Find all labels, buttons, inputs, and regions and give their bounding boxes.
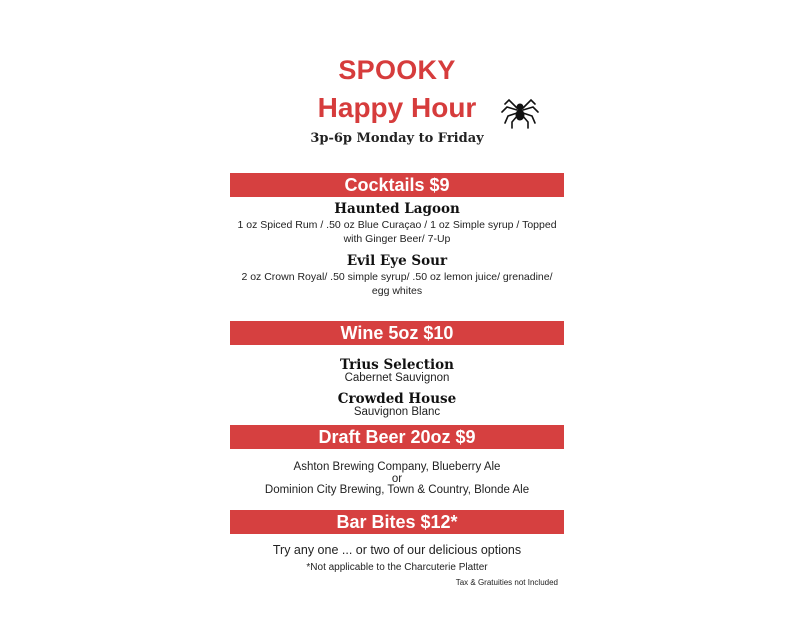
cocktails-heading: Cocktails $9 — [230, 173, 564, 197]
cocktail-desc: 1 oz Spiced Rum / .50 oz Blue Curaçao / 1 oz Simple syrup / Topped — [237, 219, 557, 231]
title-spooky: SPOOKY — [338, 55, 456, 85]
cocktail-name: Haunted Lagoon — [334, 201, 460, 217]
menu-page — [230, 0, 564, 618]
bites-heading: Bar Bites $12* — [230, 510, 564, 534]
beer-line: Dominion City Brewing, Town & Country, Blonde Ale — [264, 484, 530, 496]
title-happy-hour: Happy Hour — [317, 92, 477, 123]
wine-desc: Cabernet Sauvignon — [344, 372, 450, 384]
wine-desc: Sauvignon Blanc — [353, 406, 441, 418]
wine-name: Trius Selection — [340, 357, 454, 373]
beer-heading: Draft Beer 20oz $9 — [230, 425, 564, 449]
tax-note: Tax & Gratuities not Included — [455, 578, 558, 587]
hours-text: 3p-6p Monday to Friday — [310, 131, 484, 146]
bites-note: *Not applicable to the Charcuterie Platter — [306, 562, 488, 573]
wine-heading: Wine 5oz $10 — [230, 321, 564, 345]
beer-line: Ashton Brewing Company, Blueberry Ale — [293, 461, 501, 473]
wine-name: Crowded House — [337, 391, 457, 407]
cocktail-desc: egg whites — [371, 285, 423, 297]
bites-line: Try any one ... or two of our delicious options — [272, 543, 522, 557]
beer-or: or — [391, 473, 403, 485]
cocktail-desc: with Ginger Beer/ 7-Up — [343, 233, 451, 245]
cocktail-desc: 2 oz Crown Royal/ .50 simple syrup/ .50 oz lemon juice/ grenadine/ — [241, 271, 553, 283]
cocktail-name: Evil Eye Sour — [346, 253, 448, 269]
spider-icon — [500, 90, 540, 130]
